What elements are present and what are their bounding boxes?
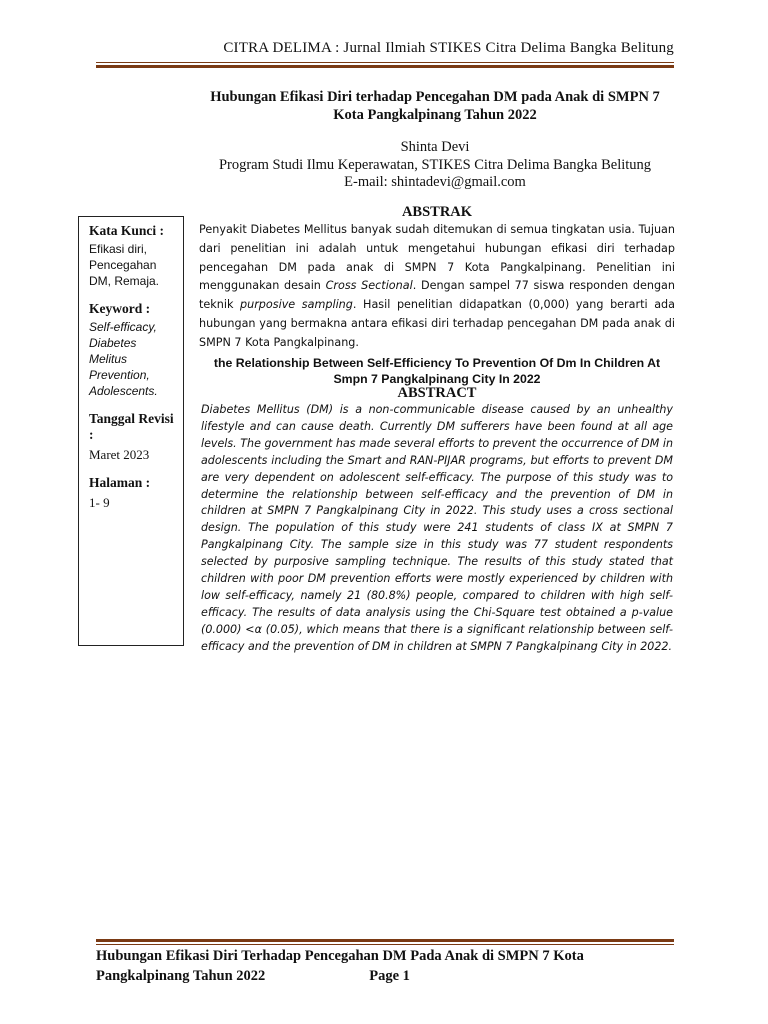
halaman-label: Halaman : (89, 475, 151, 490)
author-name: Shinta Devi (400, 139, 470, 155)
footer-rule-thick (96, 939, 674, 942)
author-block (175, 139, 695, 192)
footer-line-1: Hubungan Efikasi Diri Terhadap Pencegahan DM Pada Anak di SMPN 7 Kota (96, 948, 584, 964)
header-rule-thick (96, 65, 674, 68)
footer-line-2: Pangkalpinang Tahun 2022 (96, 968, 266, 984)
revisi-label: Tanggal Revisi : (89, 411, 174, 442)
article-title-line-2: Kota Pangkalpinang Tahun 2022 (333, 107, 537, 123)
keyword-label: Keyword : (89, 301, 151, 316)
abstrak-body (199, 221, 675, 353)
keyword-value: Self-efficacy, Diabetes Melitus Prevention, Adolescents. (89, 320, 158, 398)
header-rule-thin (96, 62, 674, 63)
article-title (175, 88, 695, 124)
english-title-line-2: Smpn 7 Pangkalpinang City In 2022 (333, 372, 541, 386)
abstract-body: Diabetes Mellitus (DM) is a non-communicable disease caused by an unhealthy lifestyle and can cause death. Currently DM sufferers have been found at all age levels. The government has made several efforts to prevent the occurrence of DM in adolescents including the Smart and RAN-PIJAR programs, but efforts to prevent DM are very dependent on adolescent self-efficacy. The purpose of this study was to determine the relationship between self-efficacy and the prevention of DM in children at SMPN 7 Pangkalpinang City in 2022. This study uses a cross sectional design. The population of this study were 241 students of class IX at SMPN 7 Pangkalpinang City. The sample size in this study was 77 student respondents selected by purposive sampling technique. The results of this study stated that children with poor DM prevention efforts were mostly experienced by children with low self-efficacy, namely 21 (80.8%) people, compared to children with high self-efficacy. The results of data analysis using the Chi-Square test obtained a p-value (0.000) <α (0.05), which means that there is a significant relationship between self-efficacy and the prevention of DM in children at SMPN 7 Pangkalpinang City in 2022. (201, 403, 673, 653)
abstrak-heading: ABSTRAK (401, 204, 473, 220)
journal-header: CITRA DELIMA : Jurnal Ilmiah STIKES Citra Delima Bangka Belitung (223, 40, 674, 56)
article-info-sidebar (78, 216, 184, 646)
english-title (199, 355, 675, 387)
author-affiliation: Program Studi Ilmu Keperawatan, STIKES Citra Delima Bangka Belitung (218, 156, 652, 173)
revisi-value: Maret 2023 (89, 447, 150, 462)
abstrak-part-1: Penyakit Diabetes Mellitus banyak sudah ditemukan di semua tingkatan usia. Tujuan dari penelitian ini adalah untuk mengetahui hubungan efikasi diri terhadap pencegahan DM pada anak di SMPN 7 Kota Pangkalpinang. Penelitian ini menggunakan desain (199, 223, 675, 293)
article-title-line-1: Hubungan Efikasi Diri terhadap Pencegahan DM pada Anak di SMPN 7 (210, 89, 660, 105)
kata-kunci-label: Kata Kunci : (89, 223, 165, 238)
footer-rule-thin (96, 944, 674, 945)
english-title-line-1: the Relationship Between Self-Efficiency To Prevention Of Dm In Children At (213, 356, 661, 370)
author-email: E-mail: shintadevi@gmail.com (344, 174, 526, 190)
kata-kunci-value: Efikasi diri, Pencegahan DM, Remaja. (89, 242, 160, 288)
page-number: Page 1 (369, 968, 410, 984)
halaman-value: 1- 9 (89, 495, 110, 510)
abstract-heading: ABSTRACT (397, 385, 477, 401)
abstrak-part-3: . Hasil penelitian didapatkan (0,000) yang berarti ada hubungan yang bermakna antara efikasi diri terhadap pencegahan DM pada anak di SMPN 7 Kota Pangkalpinang. (199, 298, 676, 349)
footer (96, 946, 674, 986)
abstrak-part-2: . Dengan sampel 77 siswa responden dengan teknik (199, 279, 675, 312)
abstrak-sampling-term: purposive sampling (240, 298, 353, 312)
abstrak-design-term: Cross Sectional (325, 279, 413, 293)
